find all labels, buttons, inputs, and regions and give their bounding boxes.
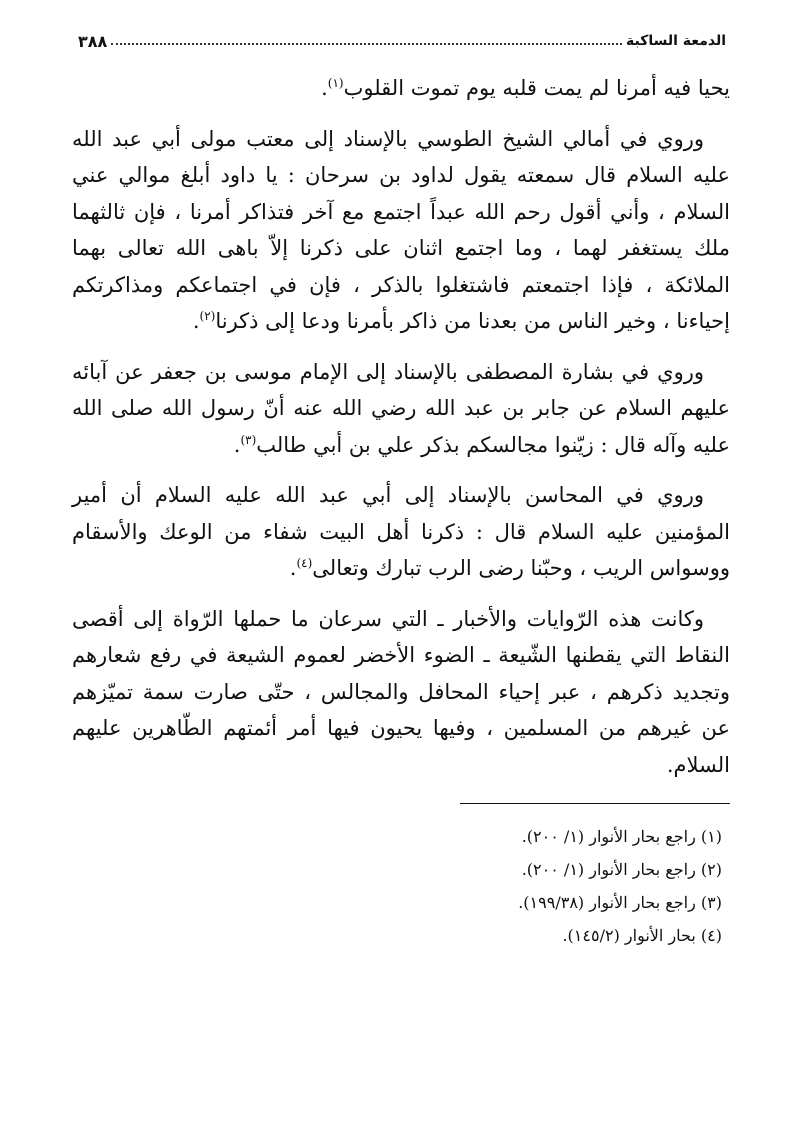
footnote-ref-1[interactable]: (١) <box>327 76 344 90</box>
paragraph-mahasin: وروي في المحاسن بالإسناد إلى أبي عبد الله عليه السلام أن أمير المؤمنين عليه السلام قال : ذكرنا أهل البيت شفاء من الوعك والأسقام ووسواس الريب ، وحبّنا رضى الرب تبارك وتعالى$^{(٤)}$. <box>72 483 730 580</box>
paragraph-conclusion: وكانت هذه الرّوايات والأخبار ـ التي سرعان ما حملها الرّواة إلى أقصى النقاط التي يقطنها الشّيعة ـ الضوء الأخضر لعموم الشيعة في رفع شعارهم وتجديد ذكرهم ، عبر إحياء المحافل والمجالس ، حتّى صارت سمة تميّزهم عن غيرهم من المسلمين ، وفيها يحيون فيها أمر أئمتهم الطّاهرين عليهم السلام. <box>72 606 730 777</box>
footnote-3: (٣) راجع بحار الأنوار (١٩٩/٣٨). <box>518 893 722 912</box>
footnotes-list <box>72 822 730 951</box>
paragraph-amali: وروي في أمالي الشيخ الطوسي بالإسناد إلى معتب مولى أبي عبد الله عليه السلام قال سمعته يقول لداود بن سرحان : يا داود أبلغ موالي عني السلام ، وأني أقول رحم الله عبداً اجتمع مع آخر فتذاكر أمرنا ، فإن ثالثهما ملك يستغفر لهما ، وما اجتمع اثنان على ذكرنا إلاّ باهى الله تعالى بهما الملائكة ، فإذا اجتمعتم فاشتغلوا بالذكر ، فإن في اجتماعكم ومذاكرتكم إحياءنا ، وخير الناس من بعدنا من ذاكر بأمرنا ودعا إلى ذكرنا$^{(٢)}$. <box>72 126 730 333</box>
paragraph-bishara: وروي في بشارة المصطفى بالإسناد إلى الإمام موسى بن جعفر عن آبائه عليهم السلام عن جابر بن عبد الله رضي الله عنه أنّ رسول الله صلى الله عليه وآله قال : زيّنوا مجالسكم بذكر علي بن أبي طالب$^{(٣)}$. <box>72 359 730 457</box>
footnote-2: (٢) راجع بحار الأنوار (١/ ٢٠٠). <box>521 860 722 879</box>
footnote-1: (١) راجع بحار الأنوار (١/ ٢٠٠). <box>521 827 722 846</box>
paragraph-continuation: يحيا فيه أمرنا لم يمت قلبه يوم تموت القلوب$^{(١)}$. <box>321 76 730 100</box>
footnote-separator <box>460 803 730 804</box>
footnote-ref-3[interactable]: (٣) <box>240 432 257 447</box>
footnote-ref-2[interactable]: (٢) <box>199 309 216 323</box>
footnote-4: (٤) بحار الأنوار (١٤٥/٢). <box>562 926 722 945</box>
running-header <box>72 26 730 56</box>
header-dotted-leader <box>111 43 622 45</box>
page <box>72 26 730 954</box>
body-text <box>72 70 730 783</box>
page-number: ٣٨٨ <box>78 31 108 51</box>
footnote-ref-4[interactable]: (٤) <box>296 556 313 570</box>
book-title: الدمعة الساكبة <box>626 33 726 49</box>
